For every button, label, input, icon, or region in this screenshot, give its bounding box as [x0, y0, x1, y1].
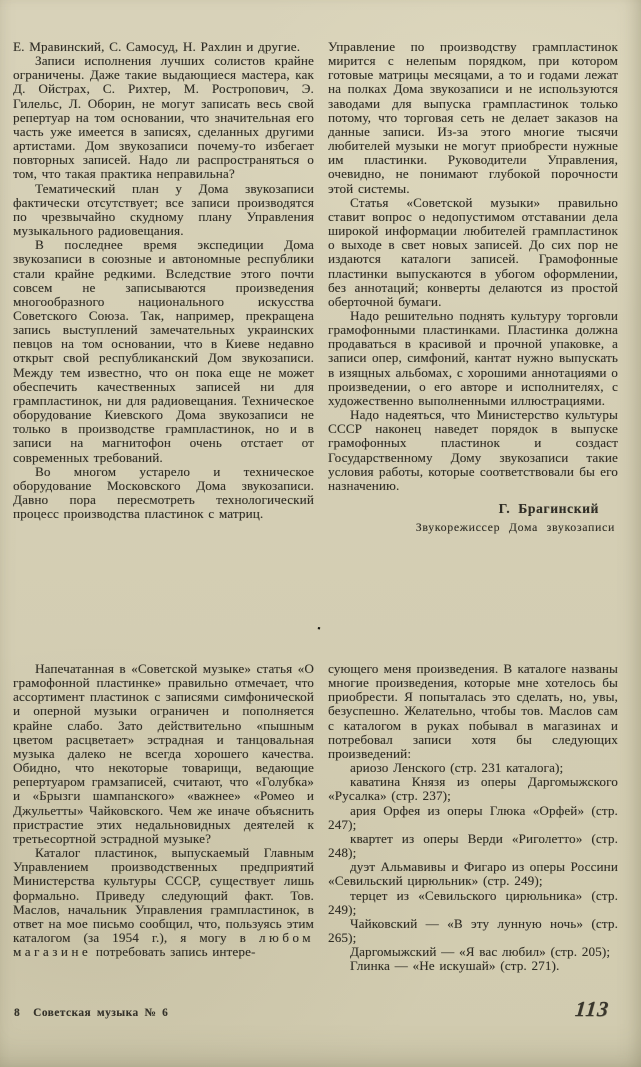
paragraph: Записи исполнения лучших солистов крайне ограничены. Даже такие выдающиеся мастера, как Д. Ойстрах, С. Рихтер, М. Ростропович, Э. Гилельс, Л. Оборин, не могут записать весь свой репертуар на том основании, что значительная его часть уже имеется в записях, сделанных другими артистами. Дом звукозаписи почему-то избегает повторных записей. Надо ли распространяться о том, что такая практика неправильна? — [13, 53, 314, 182]
catalog-item: каватина Князя из оперы Даргомыжского «Русалка» (стр. 237); — [328, 774, 618, 804]
top-article-right-column — [328, 40, 618, 534]
paragraph-continuation: сующего меня произведения. В каталоге названы многие произведения, которые мне хотелось бы приобрести. Я попыталась это сделать, но, увы, безуспешно. Желательно, чтобы тов. Маслов сам с каталогом в руках побывал в магазинах и потребовал записи хотя бы следующих произведений: — [328, 661, 618, 761]
paragraph: Статья «Советской музыки» правильно ставит вопрос о недопустимом отставании дела широкой информации любителей грампластинок о выходе в свет новых записей. До сих пор не издаются каталоги записей. Грамофонные пластинки выпускаются в убогом оформлении, без аннотаций; конверты делаются из простой оберточной бумаги. — [328, 194, 618, 309]
paragraph: Тематический план у Дома звукозаписи фактически отсутствует; все записи производятся по чрезвычайно скудному плану Управления музыкального радиовещания. — [13, 180, 314, 239]
catalog-item: Чайковский — «В эту лунную ночь» (стр. 265); — [328, 915, 618, 945]
paragraph: Во многом устарело и техническое оборудование Московского Дома звукозаписи. Давно пора пересмотреть технологический процесс производства пластинок с матриц. — [13, 463, 314, 522]
article-signature — [328, 502, 618, 534]
page-number: 113 — [573, 997, 611, 1021]
paragraph: Надо надеяться, что Министерство культуры СССР наконец наведет порядок в выпуске грамофонных пластинок и создаст Государственному Дому звукозаписи такие условия работы, которые соответствовали бы его назначению. — [328, 407, 618, 493]
bottom-article-left-column — [13, 662, 314, 959]
catalog-item: Глинка — «Не искушай» (стр. 271). — [350, 958, 560, 974]
paragraph — [13, 846, 314, 959]
section-separator-icon: ▪ — [316, 622, 322, 634]
paragraph-text: потребовать запись интере- — [91, 944, 256, 960]
catalog-item: дуэт Альмавивы и Фигаро из оперы Россини «Севильский цирюльник» (стр. 249); — [328, 859, 618, 889]
catalog-item: ариозо Ленского (стр. 231 каталога); — [350, 760, 564, 776]
paragraph: Надо решительно поднять культуру торговли грамофонными пластинками. Пластинка должна продаваться в красивой и прочной упаковке, а записи опер, симфоний, кантат нужно выпускать в изящных альбомах, с хорошими аннотациями о произведении, о его авторе и исполнителях, с художественно выполненными иллюстрациями. — [328, 307, 618, 408]
footer-imprint — [14, 1007, 168, 1019]
catalog-item: Даргомыжский — «Я вас любил» (стр. 205); — [350, 944, 611, 960]
sheet-number: 8 — [14, 1007, 21, 1019]
paragraph-text: Каталог пластинок, выпускаемый Главным Управлением производственных предприятий Министерства культуры СССР, существует лишь формально. Приведу следующий факт. Тов. Маслов, начальник Управления грампластинок, в ответ на мое письмо сообщил, что, пользуясь этим каталогом (за 1954 г.), я могу в — [13, 845, 314, 945]
paragraph: Напечатанная в «Советской музыке» статья «О грамофонной пластинке» правильно отмечает, что ассортимент пластинок с записями симфонической и оперной музыки ограничен и пополняется крайне слабо. Зато действительно «пышным цветом расцветает» эстрадная и танцовальная музыка далеко не всегда хорошего качества. Обидно, что некоторые товарищи, ведающие репертуаром грамзаписей, считают, что «Голубка» и «Брызги шампанского» «важнее» «Ромео и Джульетты» Чайковского. Чем же иначе объяснить пристрастие этих недальновидных деятелей к третьесортной эстрадной музыке? — [13, 661, 314, 846]
paragraph-continuation: Управление по производству грампластинок мирится с нелепым порядком, при котором готовые матрицы месяцами, а то и годами лежат на полках Дома звукозаписи и не используются заводами для выпуска грампластинок только потому, что торговая сеть не делает заказов на данные записи. Из-за этого многие тысячи любителей музыки не могут приобрести нужные им пластинки. Руководители Управления, очевидно, не понимают глубокой порочности этой системы. — [328, 39, 618, 196]
catalog-item: ария Орфея из оперы Глюка «Орфей» (стр. 247); — [328, 802, 618, 832]
top-article-left-column — [13, 40, 314, 521]
signature-role: Звукорежиссер Дома звукозаписи — [415, 520, 615, 535]
catalog-item: квартет из оперы Верди «Риголетто» (стр. 248); — [328, 830, 618, 861]
signature-name: Г. Брагинский — [498, 501, 599, 516]
journal-title: Советская музыка № 6 — [33, 1007, 169, 1019]
paragraph-continuation: Е. Мравинский, С. Самосуд, Н. Рахлин и другие. — [13, 39, 301, 54]
letterspaced-emphasis: любом магазине — [13, 929, 314, 960]
bottom-article-right-column — [328, 662, 618, 973]
paragraph: В последнее время экспедиции Дома звукозаписи в союзные и автономные республики стали крайне редкими. Вследствие этого почти совсем не записываются произведения многообразного национального искусства Советского Союза. Так, например, прекращена запись выступлений замечательных украинских певцов на том основании, что в Киеве недавно открыт свой республиканский Дом звукозаписи. Между тем известно, что он пока еще не может обеспечить качественных записей ни для грампластинок, ни для радиовещания. Техническое оборудование Киевского Дома звукозаписи не только в производстве грампластинок, но и в записи на магнитофон очень отстает от современных требований. — [13, 237, 314, 465]
catalog-item: терцет из «Севильского цирюльника» (стр. 249); — [328, 887, 618, 917]
